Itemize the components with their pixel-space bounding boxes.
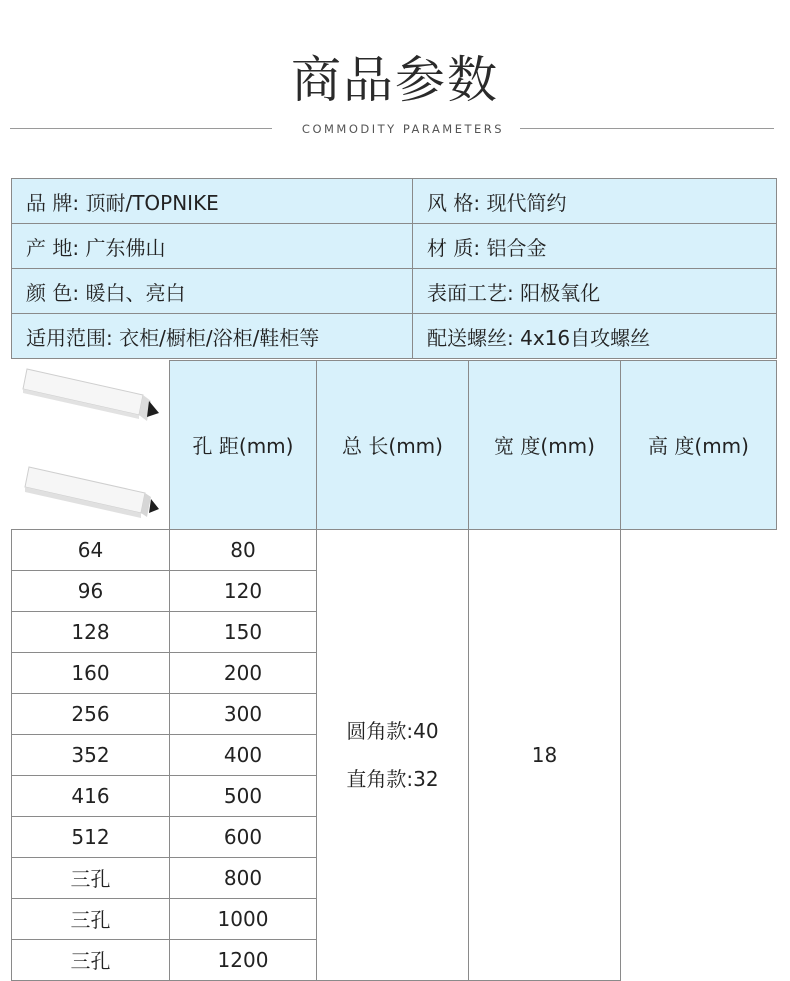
divider-left bbox=[10, 128, 272, 129]
total-length-cell: 800 bbox=[170, 857, 317, 898]
total-length-cell: 80 bbox=[170, 529, 317, 570]
hole-spacing-cell: 512 bbox=[12, 816, 170, 857]
hole-spacing-cell: 三孔 bbox=[12, 939, 170, 980]
spec-finish: 表面工艺: 阳极氧化 bbox=[413, 269, 777, 314]
header-hole-spacing: 孔 距(mm) bbox=[170, 361, 317, 530]
hole-spacing-cell: 256 bbox=[12, 693, 170, 734]
table-row bbox=[12, 529, 777, 570]
width-rounded: 圆角款:40 bbox=[346, 718, 439, 743]
spec-row bbox=[12, 314, 777, 359]
page-title: 商品参数 bbox=[291, 51, 499, 109]
total-length-cell: 150 bbox=[170, 611, 317, 652]
dimension-header-row bbox=[12, 361, 777, 530]
width-cell bbox=[317, 529, 469, 980]
spec-color: 颜 色: 暖白、亮白 bbox=[12, 269, 413, 314]
spec-style: 风 格: 现代简约 bbox=[413, 179, 777, 224]
hole-spacing-cell: 160 bbox=[12, 652, 170, 693]
total-length-cell: 120 bbox=[170, 570, 317, 611]
hole-spacing-cell: 128 bbox=[12, 611, 170, 652]
width-square: 直角款:32 bbox=[346, 766, 439, 791]
total-length-cell: 500 bbox=[170, 775, 317, 816]
total-length-cell: 1200 bbox=[170, 939, 317, 980]
total-length-cell: 200 bbox=[170, 652, 317, 693]
total-length-cell: 600 bbox=[170, 816, 317, 857]
divider-right bbox=[520, 128, 774, 129]
hole-spacing-cell: 416 bbox=[12, 775, 170, 816]
subtitle-row bbox=[10, 121, 774, 137]
hole-spacing-cell: 三孔 bbox=[12, 898, 170, 939]
hole-spacing-cell: 352 bbox=[12, 734, 170, 775]
page-subtitle: COMMODITY PARAMETERS bbox=[301, 122, 505, 136]
spec-row bbox=[12, 269, 777, 314]
hole-spacing-cell: 三孔 bbox=[12, 857, 170, 898]
spec-row bbox=[12, 224, 777, 269]
hole-spacing-cell: 96 bbox=[12, 570, 170, 611]
spec-screws: 配送螺丝: 4x16自攻螺丝 bbox=[413, 314, 777, 359]
hole-spacing-cell: 64 bbox=[12, 529, 170, 570]
handle-rounded-icon bbox=[17, 361, 163, 431]
header-total-length: 总 长(mm) bbox=[317, 361, 469, 530]
spec-usage: 适用范围: 衣柜/橱柜/浴柜/鞋柜等 bbox=[12, 314, 413, 359]
handle-square-icon bbox=[17, 459, 163, 529]
dimension-table bbox=[11, 360, 777, 981]
height-cell: 18 bbox=[469, 529, 621, 980]
product-photo-cell bbox=[12, 361, 170, 530]
spec-material: 材 质: 铝合金 bbox=[413, 224, 777, 269]
header-height: 高 度(mm) bbox=[621, 361, 777, 530]
spec-origin: 产 地: 广东佛山 bbox=[12, 224, 413, 269]
total-length-cell: 1000 bbox=[170, 898, 317, 939]
total-length-cell: 300 bbox=[170, 693, 317, 734]
header-width: 宽 度(mm) bbox=[469, 361, 621, 530]
spec-table bbox=[11, 178, 777, 359]
spec-brand: 品 牌: 顶耐/TOPNIKE bbox=[12, 179, 413, 224]
spec-row bbox=[12, 179, 777, 224]
total-length-cell: 400 bbox=[170, 734, 317, 775]
